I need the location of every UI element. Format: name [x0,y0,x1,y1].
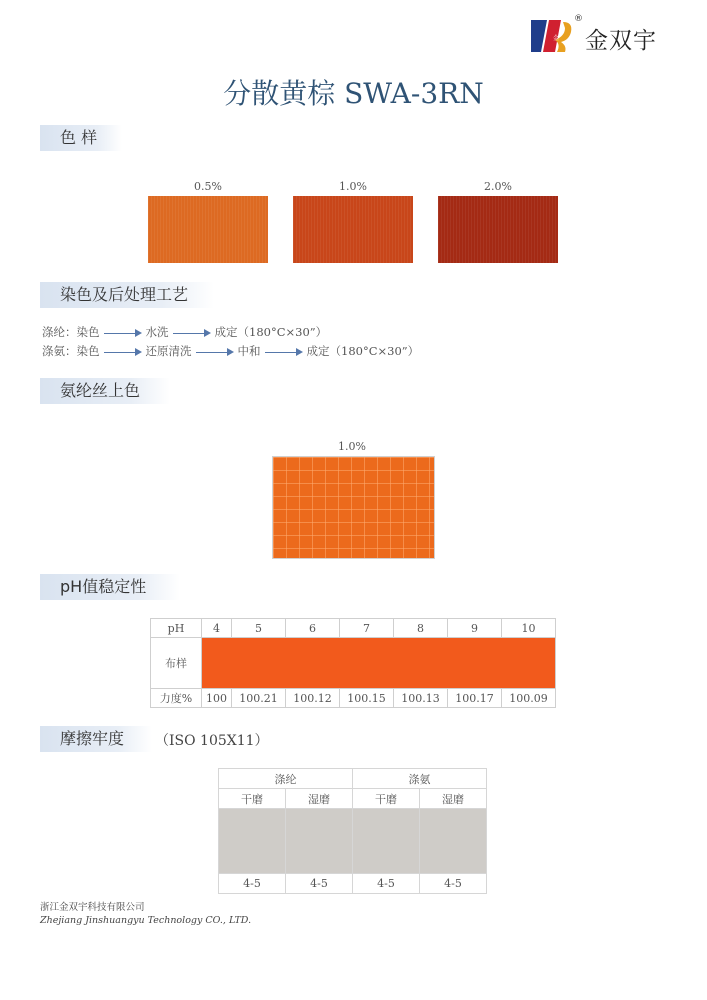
strength-value: 100.13 [394,689,448,708]
section-spandex: 氨纶丝上色 [40,378,170,404]
process-line-polyester [42,324,327,340]
swatch-label: 0.5% [194,180,222,193]
process-line-poly-spandex [42,343,419,359]
rubbing-group: 涤纶 [219,769,353,789]
spandex-label: 1.0% [338,440,366,453]
strength-value: 100.15 [340,689,394,708]
ph-value: 6 [286,619,340,638]
rubbing-sample [353,809,420,874]
ph-value: 10 [501,619,555,638]
sample-row-label: 布样 [151,638,202,689]
process-step: 水洗 [145,325,169,339]
rubbing-rating: 4-5 [353,874,420,894]
arrow-right-icon [173,329,211,337]
rubbing-rating-row [219,874,487,894]
section-process: 染色及后处理工艺 [40,282,214,308]
page-title: 分散黄棕 SWA-3RN [223,77,484,110]
rubbing-table [218,768,487,894]
strength-value: 100.17 [448,689,502,708]
ph-value: 9 [448,619,502,638]
rubbing-subheader: 湿磨 [420,789,487,809]
arrow-right-icon [104,348,142,356]
arrow-right-icon [196,348,234,356]
strength-row [151,689,556,708]
section-color-samples: 色 样 [40,125,122,151]
rubbing-subheader: 湿磨 [286,789,353,809]
color-swatch-0-5 [148,196,268,263]
footer [40,901,251,927]
ph-value: 5 [232,619,286,638]
rubbing-sample [420,809,487,874]
arrow-right-icon [265,348,303,356]
registered-mark: ® [574,14,583,24]
rubbing-sample [219,809,286,874]
process-step: 还原清洗 [145,344,192,358]
rubbing-subheader: 干磨 [353,789,420,809]
strength-value: 100.12 [286,689,340,708]
process-step: 成定（180°C×30”） [214,325,328,339]
rubbing-rating: 4-5 [286,874,353,894]
color-swatch-2-0 [438,196,558,263]
process-step: 中和 [237,344,261,358]
process-step: 成定（180°C×30”） [306,344,420,358]
process-step: 涤纶：染色 [42,325,100,339]
rubbing-group-row [219,769,487,789]
logo-mark-icon [527,16,579,56]
swatch-label: 2.0% [484,180,512,193]
rubbing-subheader: 干磨 [219,789,286,809]
rubbing-rating: 4-5 [420,874,487,894]
rubbing-standard: （ISO 105X11） [155,733,269,749]
ph-row [151,619,556,638]
arrow-right-icon [104,329,142,337]
process-step: 涤氨：染色 [42,344,100,358]
sample-row [151,638,556,689]
svg-text:金: 金 [553,35,560,42]
ph-row-label: pH [151,619,202,638]
ph-value: 7 [340,619,394,638]
ph-sample-swatch [202,638,556,689]
company-logo [527,14,677,60]
strength-value: 100 [202,689,232,708]
rubbing-sample [286,809,353,874]
strength-value: 100.09 [501,689,555,708]
section-rubbing: 摩擦牢度 [40,726,152,752]
swatch-label: 1.0% [339,180,367,193]
company-name-en: Zhejiang Jinshuangyu Technology CO., LTD. [40,915,252,926]
strength-row-label: 力度% [151,689,202,708]
rubbing-sample-row [219,809,487,874]
section-ph-stability: pH值稳定性 [40,574,180,600]
company-name-cn: 浙江金双宇科技有限公司 [40,902,145,913]
ph-value: 4 [202,619,232,638]
rubbing-rating: 4-5 [219,874,286,894]
rubbing-sub-row [219,789,487,809]
logo-text: 金双宇 [585,28,657,54]
spandex-swatch [272,456,435,559]
strength-value: 100.21 [232,689,286,708]
rubbing-group: 涤氨 [353,769,487,789]
ph-table [150,618,556,708]
ph-value: 8 [394,619,448,638]
color-swatch-1-0 [293,196,413,263]
